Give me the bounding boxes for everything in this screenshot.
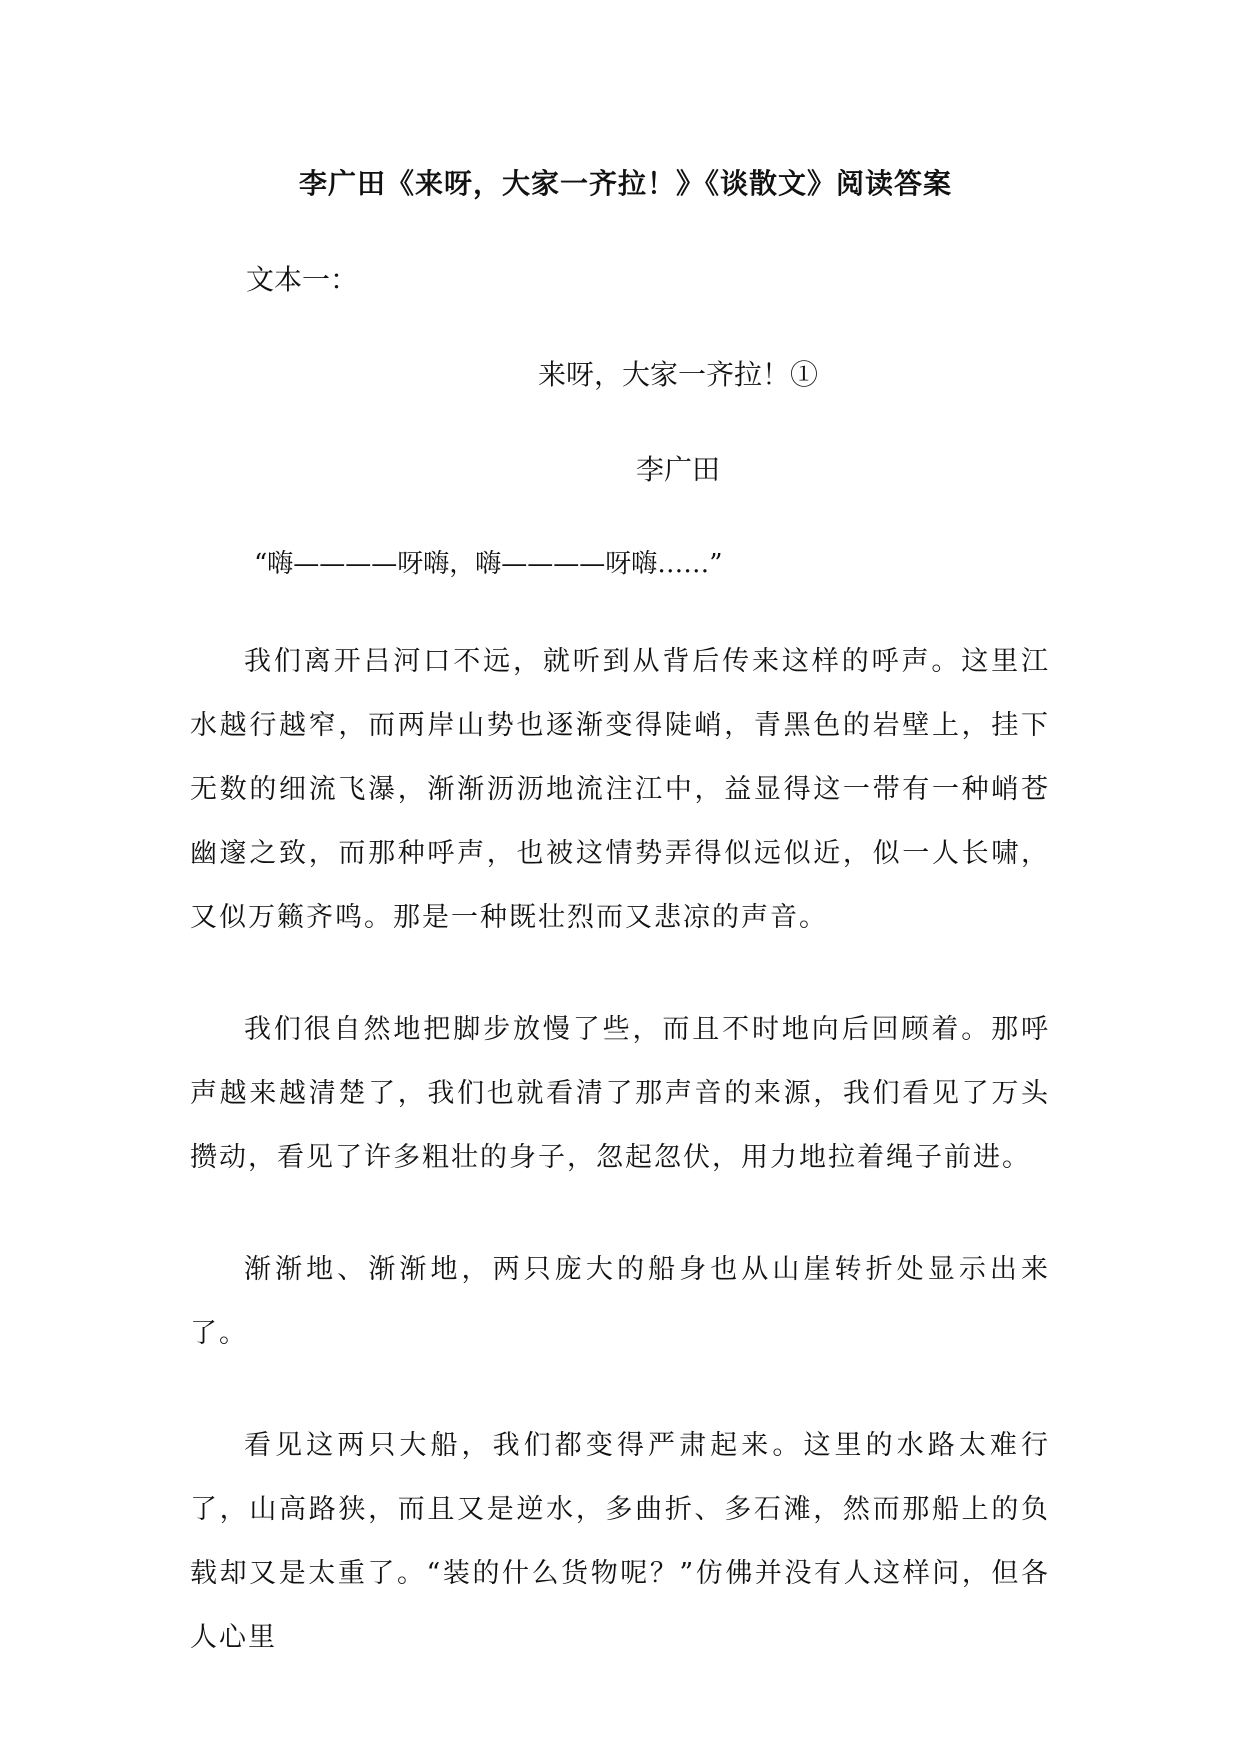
paragraph: 看见这两只大船，我们都变得严肃起来。这里的水路太难行了，山高路狭，而且又是逆水，多曲折、多石滩，然而那船上的负载却又是太重了。“装的什么货物呢？”仿佛并没有人这样问，但各人心里 <box>190 1430 1050 1653</box>
document-title: 李广田《来呀，大家一齐拉！》《谈散文》阅读答案 <box>298 167 952 200</box>
paragraph: 渐渐地、渐渐地，两只庞大的船身也从山崖转折处显示出来了。 <box>190 1254 1050 1349</box>
essay-author: 李广田 <box>635 453 720 486</box>
section-label: 文本一： <box>246 263 359 296</box>
essay-title: 来呀，大家一齐拉！① <box>537 358 818 391</box>
paragraph: 我们离开吕河口不远，就听到从背后传来这样的呼声。这里江水越行越窄，而两岸山势也逐渐变得陡峭，青黑色的岩壁上，挂下无数的细流飞瀑，渐渐沥沥地流注江中，益显得这一带有一种峭苍幽邃之致，而那种呼声，也被这情势弄得似远似近，似一人长啸，又似万籁齐鸣。那是一种既壮烈而又悲凉的声音。 <box>190 646 1050 933</box>
paragraph: 我们很自然地把脚步放慢了些，而且不时地向后回顾着。那呼声越来越清楚了，我们也就看清了那声音的来源，我们看见了万头攒动，看见了许多粗壮的身子，忽起忽伏，用力地拉着绳子前进。 <box>190 1014 1050 1173</box>
essay-body <box>190 630 1050 1718</box>
opening-shout: “嗨————呀嗨，嗨————呀嗨……” <box>254 549 723 579</box>
